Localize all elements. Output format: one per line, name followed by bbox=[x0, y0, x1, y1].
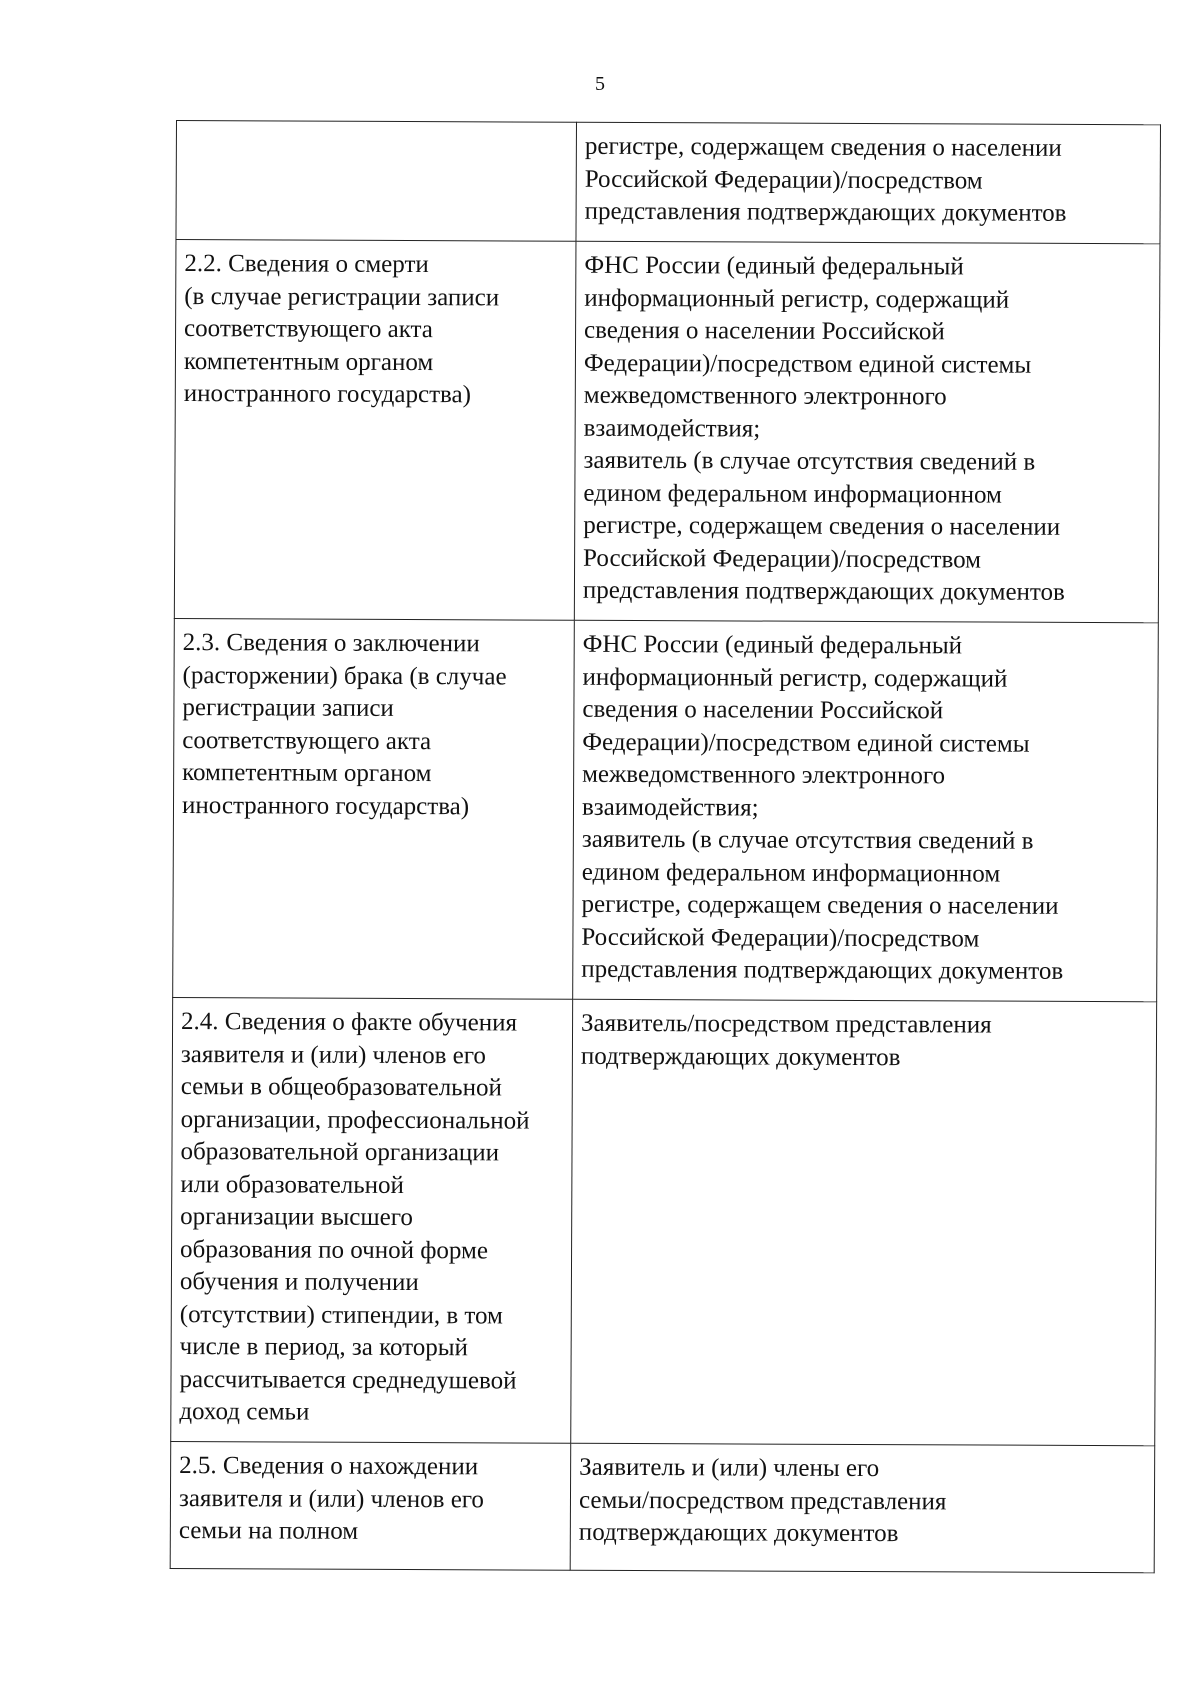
table-row bbox=[174, 240, 1160, 623]
table-cell-source: Заявитель/посредством представления подтверждающих документов bbox=[571, 999, 1157, 1446]
table-row bbox=[173, 618, 1159, 1001]
page-number: 5 bbox=[595, 73, 605, 95]
document-table-container bbox=[170, 120, 1160, 1573]
table-row bbox=[170, 1441, 1155, 1572]
table-row bbox=[171, 997, 1157, 1445]
table-cell-source: ФНС России (единый федеральный информационный регистр, содержащий сведения о населении Российской Федерации)/посредством единой системы межведомственного электронного взаимодействия; заявитель (в случае отсутствия сведений в едином федеральном информационном регистре, содержащем сведения о населении Российской Федерации)/посредством представления подтверждающих документов bbox=[574, 241, 1160, 623]
table-cell-source: ФНС России (единый федеральный информационный регистр, содержащий сведения о населении Российской Федерации)/посредством единой системы межведомственного электронного взаимодействия; заявитель (в случае отсутствия сведений в едином федеральном информационном регистре, содержащем сведения о населении Российской Федерации)/посредством представления подтверждающих документов bbox=[573, 620, 1159, 1002]
table-cell-info-type: 2.4. Сведения о факте обучения заявителя и (или) членов его семьи в общеобразовательной организации, профессиональной образовательной организации или образовательной организации высшего образования по очной форме обучения и получении (отсутствии) стипендии, в том числе в период, за который рассчитывается среднедушевой доход семьи bbox=[171, 997, 573, 1443]
table-cell-source: регистре, содержащем сведения о населении Российской Федерации)/посредством представления подтверждающих документов bbox=[576, 122, 1161, 244]
table-cell-source: Заявитель и (или) члены его семьи/посредством представления подтверждающих документов bbox=[570, 1443, 1155, 1573]
table-cell-info-type: 2.3. Сведения о заключении (расторжении) брака (в случае регистрации записи соответствующего акта компетентным органом иностранного государства) bbox=[173, 618, 575, 999]
document-table bbox=[170, 120, 1161, 1573]
table-cell-info-type: 2.2. Сведения о смерти (в случае регистрации записи соответствующего акта компетентным органом иностранного государства) bbox=[174, 240, 576, 621]
table-cell-info-type bbox=[176, 121, 577, 242]
table-cell-info-type: 2.5. Сведения о нахождении заявителя и (или) членов его семьи на полном bbox=[170, 1441, 571, 1570]
table-row bbox=[176, 121, 1161, 244]
